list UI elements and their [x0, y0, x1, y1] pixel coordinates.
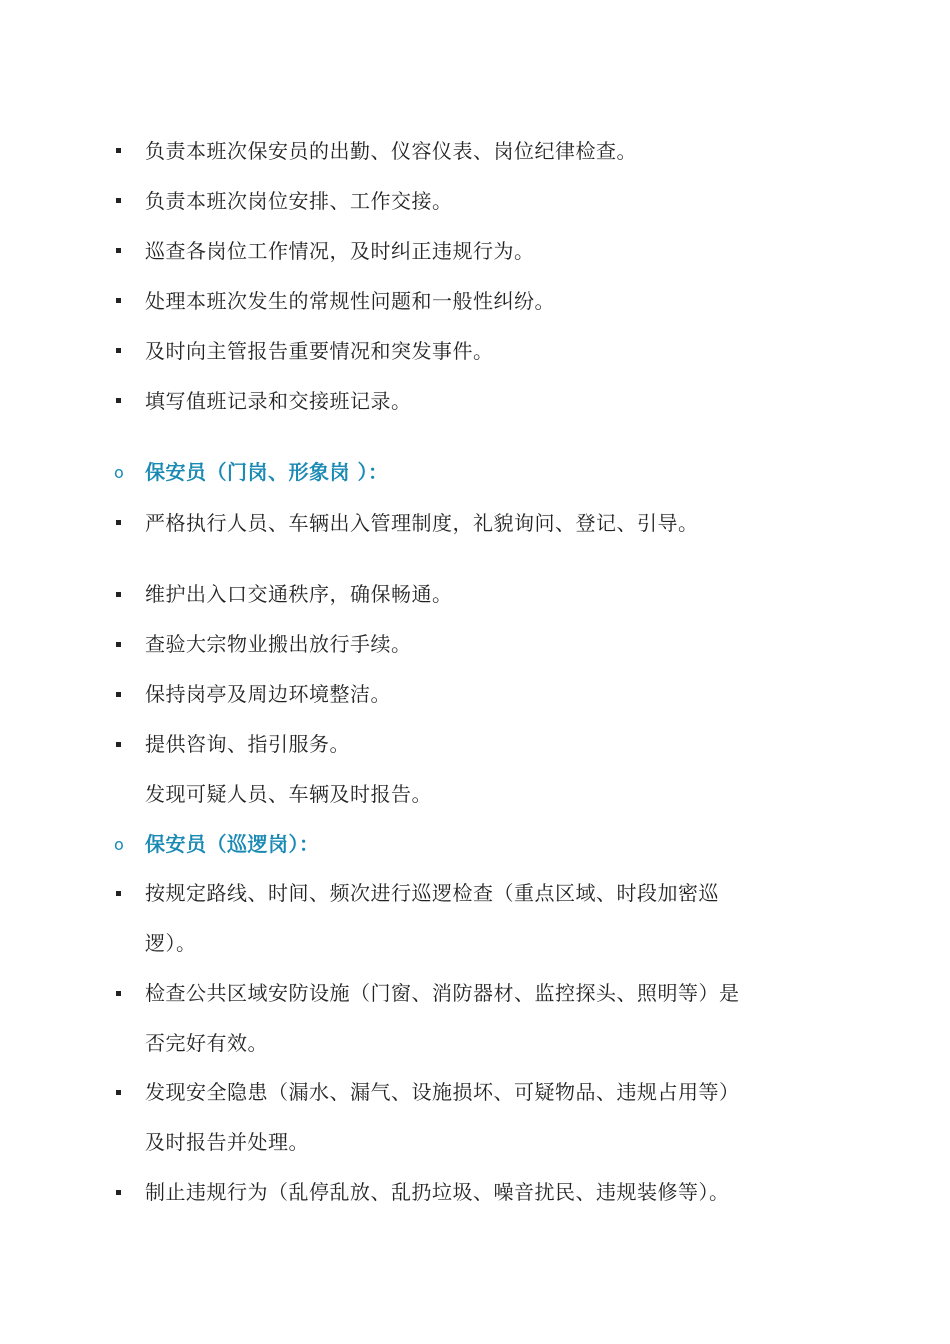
- list-item: 查验大宗物业搬出放行手续。: [145, 632, 412, 656]
- section-heading-gate-post: 保安员（门岗、形象岗 ）：: [145, 460, 389, 484]
- bullet-marker: [116, 398, 121, 403]
- list-item-line1: 发现安全隐患（漏水、漏气、设施损坏、可疑物品、违规占用等）: [145, 1080, 740, 1104]
- list-item: 严格执行人员、车辆出入管理制度，礼貌询问、登记、引导。: [145, 511, 699, 535]
- list-item: 及时向主管报告重要情况和突发事件。: [145, 339, 494, 363]
- bullet-marker: [116, 298, 121, 303]
- list-item-line1: 检查公共区域安防设施（门窗、消防器材、监控探头、照明等）是: [145, 981, 740, 1005]
- bullet-marker: [116, 991, 121, 996]
- bullet-marker: [116, 148, 121, 153]
- bullet-marker: [116, 592, 121, 597]
- bullet-marker: [116, 891, 121, 896]
- list-item-line2: 否完好有效。: [145, 1031, 268, 1055]
- list-item-line1: 按规定路线、时间、频次进行巡逻检查（重点区域、时段加密巡: [145, 881, 719, 905]
- bullet-marker: [116, 520, 121, 525]
- list-item: 负责本班次保安员的出勤、仪容仪表、岗位纪律检查。: [145, 139, 637, 163]
- sub-heading-marker: o: [114, 463, 124, 482]
- list-item: 维护出入口交通秩序，确保畅通。: [145, 582, 453, 606]
- sub-heading-marker: o: [114, 835, 124, 854]
- list-item: 填写值班记录和交接班记录。: [145, 389, 412, 413]
- bullet-marker: [116, 248, 121, 253]
- bullet-marker: [116, 1190, 121, 1195]
- bullet-marker: [116, 198, 121, 203]
- bullet-marker: [116, 1090, 121, 1095]
- list-item: 保持岗亭及周边环境整洁。: [145, 682, 391, 706]
- list-item-line2: 逻）。: [145, 931, 197, 955]
- list-item: 提供咨询、指引服务。: [145, 732, 350, 756]
- list-item: 巡查各岗位工作情况，及时纠正违规行为。: [145, 239, 535, 263]
- bullet-marker: [116, 742, 121, 747]
- list-item: 处理本班次发生的常规性问题和一般性纠纷。: [145, 289, 555, 313]
- bullet-marker: [116, 642, 121, 647]
- section-heading-patrol-post: 保安员（巡逻岗）：: [145, 832, 320, 856]
- list-item: 发现可疑人员、车辆及时报告。: [145, 782, 432, 806]
- list-item: 负责本班次岗位安排、工作交接。: [145, 189, 453, 213]
- list-item-line2: 及时报告并处理。: [145, 1130, 309, 1154]
- bullet-marker: [116, 692, 121, 697]
- bullet-marker: [116, 348, 121, 353]
- list-item-line1: 制止违规行为（乱停乱放、乱扔垃圾、噪音扰民、违规装修等）。: [145, 1180, 730, 1204]
